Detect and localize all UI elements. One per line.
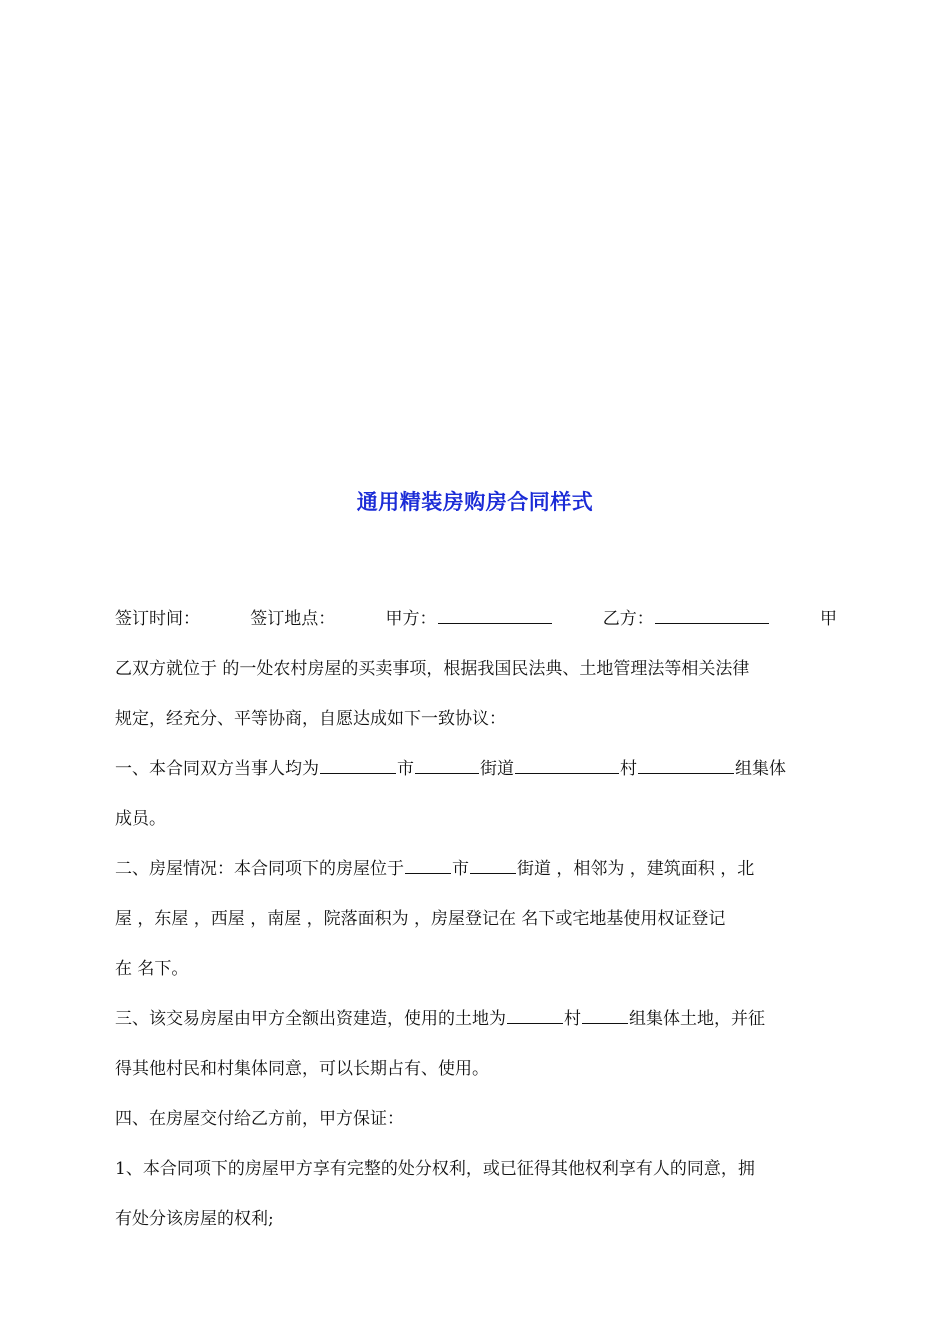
house-city-label: 市 bbox=[452, 859, 469, 879]
clause-2-text: 二、房屋情况：本合同项下的房屋位于 bbox=[115, 859, 404, 879]
group-blank bbox=[638, 753, 734, 774]
paragraph-line: 屋 ，东屋 ，西屋 ，南屋 ，院落面积为 ，房屋登记在 名下或宅地基使用权证登记 bbox=[115, 909, 726, 929]
house-city-blank bbox=[405, 853, 451, 874]
land-village-blank bbox=[507, 1003, 563, 1024]
party-b-blank bbox=[655, 603, 769, 624]
land-group-blank bbox=[582, 1003, 628, 1024]
city-label: 市 bbox=[397, 759, 414, 779]
land-group-text: 组集体土地，并征 bbox=[629, 1009, 765, 1029]
sign-place-label: 签订地点： bbox=[250, 609, 336, 629]
party-b-field bbox=[603, 603, 770, 653]
party-a-label: 甲方： bbox=[385, 609, 437, 629]
clause-2-line bbox=[115, 853, 837, 903]
group-label: 组集体 bbox=[735, 759, 786, 779]
clause-1-text: 一、本合同双方当事人均为 bbox=[115, 759, 319, 779]
paragraph-line: 1、本合同项下的房屋甲方享有完整的处分权利，或已征得其他权利享有人的同意，拥 bbox=[115, 1159, 755, 1179]
city-blank bbox=[320, 753, 396, 774]
party-a-blank bbox=[438, 603, 552, 624]
paragraph-line: 在 名下。 bbox=[115, 959, 189, 979]
clause-1-line bbox=[115, 753, 837, 803]
paragraph-line: 有处分该房屋的权利; bbox=[115, 1209, 274, 1229]
paragraph-line: 得其他村民和村集体同意，可以长期占有、使用。 bbox=[115, 1059, 489, 1079]
paragraph-line: 成员。 bbox=[115, 809, 166, 829]
house-details-text: 街道 ，相邻为 ，建筑面积 ，北 bbox=[517, 859, 755, 879]
signing-info-line bbox=[115, 603, 837, 653]
street-label: 街道 bbox=[480, 759, 514, 779]
clause-3-line bbox=[115, 1003, 837, 1053]
paragraph-line: 乙双方就位于 的一处农村房屋的买卖事项，根据我国民法典、土地管理法等相关法律 bbox=[115, 659, 750, 679]
party-b-label: 乙方： bbox=[602, 609, 654, 629]
jia-char: 甲 bbox=[820, 609, 837, 629]
clause-4-heading: 四、在房屋交付给乙方前，甲方保证： bbox=[115, 1109, 404, 1129]
village-blank bbox=[515, 753, 619, 774]
paragraph-line: 规定，经充分、平等协商，自愿达成如下一致协议： bbox=[115, 709, 506, 729]
contract-body bbox=[115, 603, 837, 1253]
street-blank bbox=[415, 753, 479, 774]
clause-3-text: 三、该交易房屋由甲方全额出资建造，使用的土地为 bbox=[115, 1009, 506, 1029]
land-village-label: 村 bbox=[564, 1009, 581, 1029]
document-title: 通用精装房购房合同样式 bbox=[356, 490, 594, 514]
village-label: 村 bbox=[620, 759, 637, 779]
house-street-blank bbox=[470, 853, 516, 874]
party-a-field bbox=[386, 603, 553, 653]
sign-time-label: 签订时间： bbox=[115, 609, 200, 629]
